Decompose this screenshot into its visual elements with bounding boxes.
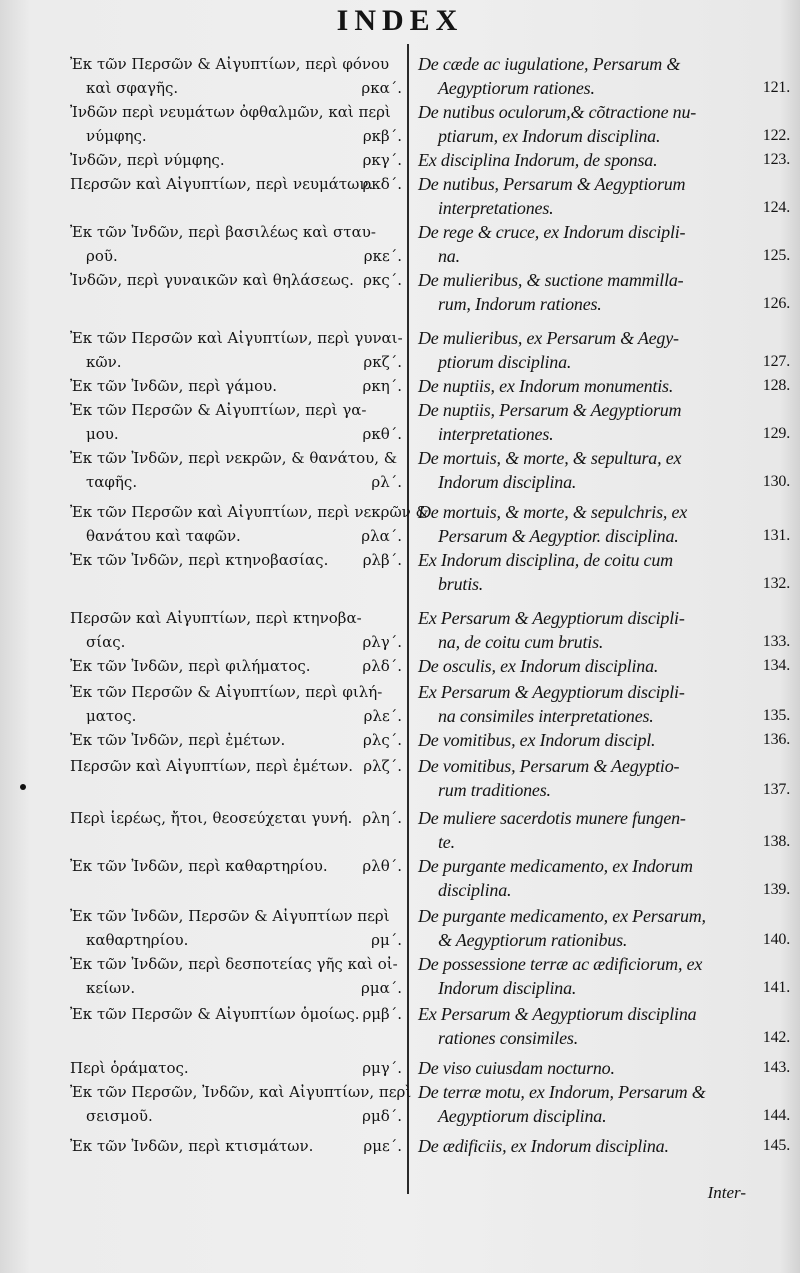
greek-entry [70, 268, 402, 292]
latin-entry-line [418, 1134, 790, 1158]
latin-entry-line [418, 952, 790, 976]
greek-entry-text: θανάτου καὶ ταφῶν. [86, 527, 241, 545]
latin-entry-line [418, 928, 790, 952]
greek-entry-line [70, 1056, 402, 1080]
greek-entry [70, 1134, 402, 1158]
latin-entry-text: De mortuis, & morte, & sepulchris, ex [418, 502, 688, 522]
greek-page-number: ρκβ΄. [362, 127, 402, 145]
latin-entry-line [418, 268, 790, 292]
latin-entry [418, 500, 790, 548]
greek-entry-text: σεισμοῦ. [86, 1107, 153, 1125]
latin-entry-text: na consimiles interpretationes. [438, 706, 654, 726]
greek-entry-line [70, 244, 402, 268]
greek-entry-line [70, 754, 402, 778]
greek-entry-text: Ἐκ τῶν Ἰνδῶν, περὶ γάμου. [70, 377, 278, 395]
latin-entry-text: De purgante medicamento, ex Persarum, [418, 906, 706, 926]
greek-entry-line [70, 268, 402, 292]
greek-entry-line [70, 1104, 402, 1128]
latin-entry-text: Indorum disciplina. [438, 472, 577, 492]
greek-entry-line [70, 100, 402, 124]
greek-entry-line [70, 1134, 402, 1158]
latin-entry-line [418, 244, 790, 268]
latin-entry-line [418, 878, 790, 902]
greek-entry [70, 754, 402, 778]
greek-entry-text: Ἐκ τῶν Ἰνδῶν, περὶ καθαρτηρίου. [70, 857, 328, 875]
greek-entry [70, 52, 402, 100]
latin-entry-text: rum traditiones. [438, 780, 551, 800]
latin-entry-text: De terræ motu, ex Indorum, Persarum & [418, 1082, 706, 1102]
latin-entry [418, 1056, 790, 1080]
latin-entry [418, 374, 790, 398]
latin-entry-text: Indorum disciplina. [438, 978, 577, 998]
latin-entry-text: De purgante medicamento, ex Indorum [418, 856, 693, 876]
greek-entry [70, 326, 402, 374]
greek-entry [70, 100, 402, 148]
greek-entry-text: Ἐκ τῶν Ἰνδῶν, περὶ ἐμέτων. [70, 731, 286, 749]
greek-entry-text: Ἐκ τῶν Ἰνδῶν, περὶ κτηνοβασίας. [70, 551, 329, 569]
latin-page-number: 123. [762, 151, 790, 168]
latin-page-number: 144. [762, 1107, 790, 1124]
latin-entry [418, 446, 790, 494]
greek-entry-line [70, 904, 402, 928]
greek-entry-line [70, 976, 402, 1000]
greek-entry [70, 500, 429, 548]
latin-entry-line [418, 572, 790, 596]
greek-entry-text: Ἐκ τῶν Ἰνδῶν, περὶ βασιλέως καὶ σταυ- [70, 223, 376, 241]
latin-entry-text: De rege & cruce, ex Indorum discipli- [418, 222, 686, 242]
latin-entry-line [418, 728, 790, 752]
latin-page-number: 124. [762, 199, 790, 216]
column-divider [407, 44, 409, 1194]
greek-entry [70, 446, 402, 494]
latin-entry [418, 728, 790, 752]
latin-entry-text: ptiorum disciplina. [438, 352, 572, 372]
latin-page-number: 132. [762, 575, 790, 592]
latin-entry [418, 1002, 790, 1050]
greek-entry-text: Ἰνδῶν, περὶ γυναικῶν καὶ θηλάσεως. [70, 271, 354, 289]
latin-entry-text: ptiarum, ex Indorum disciplina. [438, 126, 661, 146]
greek-entry-line [70, 446, 402, 470]
greek-entry [70, 398, 402, 446]
latin-entry-line [418, 680, 790, 704]
greek-entry-line [70, 606, 402, 630]
greek-page-number: ρκα΄. [361, 79, 402, 97]
latin-page-number: 127. [762, 353, 790, 370]
latin-entry-line [418, 704, 790, 728]
latin-entry-line [418, 1026, 790, 1050]
greek-page-number: ρλα΄. [361, 527, 402, 545]
greek-entry-line [70, 952, 402, 976]
greek-page-number: ρμβ΄. [362, 1005, 402, 1023]
greek-entry [70, 606, 402, 654]
greek-entry-text: καὶ σφαγῆς. [86, 79, 179, 97]
latin-entry-line [418, 292, 790, 316]
latin-entry-text: Aegyptiorum disciplina. [438, 1106, 607, 1126]
greek-entry [70, 548, 402, 572]
greek-entry-line [70, 806, 402, 830]
latin-page-number: 136. [762, 731, 790, 748]
latin-page-number: 122. [762, 127, 790, 144]
latin-entry-line [418, 326, 790, 350]
greek-entry-text: ταφῆς. [86, 473, 138, 491]
greek-page-number: ρλθ΄. [362, 857, 402, 875]
latin-entry-line [418, 350, 790, 374]
latin-entry [418, 52, 790, 100]
greek-entry-line [70, 1080, 412, 1104]
greek-entry-line [70, 76, 402, 100]
greek-entry [70, 172, 402, 196]
page-header: INDEX [336, 4, 464, 37]
latin-entry-text: De possessione terræ ac ædificiorum, ex [418, 954, 703, 974]
latin-entry-text: Ex Persarum & Aegyptiorum discipli- [418, 608, 685, 628]
latin-entry-text: De vomitibus, ex Indorum discipl. [418, 730, 656, 750]
latin-entry-line [418, 470, 790, 494]
latin-entry-text: Aegyptiorum rationes. [438, 78, 595, 98]
latin-entry-text: Ex disciplina Indorum, de sponsa. [418, 150, 658, 170]
latin-entry-text: Ex Persarum & Aegyptiorum discipli- [418, 682, 685, 702]
greek-entry-text: Περσῶν καὶ Αἰγυπτίων, περὶ ἐμέτων. [70, 757, 353, 775]
greek-entry-text: Ἐκ τῶν Ἰνδῶν, περὶ δεσποτείας γῆς καὶ οἰ- [70, 955, 398, 973]
greek-entry [70, 680, 402, 728]
greek-entry-line [70, 1002, 402, 1026]
latin-entry [418, 220, 790, 268]
latin-entry-line [418, 1056, 790, 1080]
greek-entry-text: κῶν. [86, 353, 122, 371]
latin-entry [418, 654, 790, 678]
greek-entry [70, 1002, 402, 1026]
greek-entry-text: Ἐκ τῶν Περσῶν καὶ Αἰγυπτίων, περὶ νεκρῶν & [70, 503, 429, 521]
greek-entry-line [70, 52, 402, 76]
latin-entry-line [418, 1080, 790, 1104]
latin-entry [418, 1134, 790, 1158]
latin-entry [418, 854, 790, 902]
latin-entry-text: De nutibus oculorum,& cõtractione nu- [418, 102, 697, 122]
latin-entry-text: Persarum & Aegyptior. disciplina. [438, 526, 679, 546]
latin-entry [418, 172, 790, 220]
greek-entry-line [70, 548, 402, 572]
greek-page-number: ρλς΄. [363, 731, 402, 749]
latin-entry [418, 398, 790, 446]
latin-page-number: 143. [762, 1059, 790, 1076]
latin-entry-line [418, 854, 790, 878]
latin-entry-line [418, 1104, 790, 1128]
ink-spot [20, 784, 26, 790]
greek-page-number: ρμα΄. [361, 979, 402, 997]
latin-entry-text: rationes consimiles. [438, 1028, 578, 1048]
latin-entry-text: De mulieribus, ex Persarum & Aegy- [418, 328, 679, 348]
greek-entry-text: Ἐκ τῶν Περσῶν & Αἰγυπτίων, περὶ φιλή- [70, 683, 383, 701]
latin-page-number: 121. [762, 79, 790, 96]
latin-page-number: 141. [762, 979, 790, 996]
greek-entry-text: σίας. [86, 633, 126, 651]
greek-page-number: ρμδ΄. [362, 1107, 402, 1125]
greek-page-number: ρκε΄. [363, 247, 402, 265]
latin-entry-line [418, 446, 790, 470]
latin-entry-line [418, 220, 790, 244]
latin-entry-text: De nuptiis, Persarum & Aegyptiorum [418, 400, 682, 420]
greek-entry-line [70, 422, 402, 446]
latin-entry-line [418, 398, 790, 422]
greek-entry-line [70, 148, 402, 172]
greek-entry [70, 904, 402, 952]
greek-entry [70, 374, 402, 398]
latin-page-number: 140. [762, 931, 790, 948]
greek-entry-line [70, 220, 402, 244]
greek-entry [70, 952, 402, 1000]
greek-entry-text: Περσῶν καὶ Αἰγυπτίων, περὶ νευμάτων. [70, 175, 374, 193]
greek-page-number: ρμ΄. [371, 931, 402, 949]
greek-entry [70, 854, 402, 878]
latin-entry-text: De nuptiis, ex Indorum monumentis. [418, 376, 674, 396]
greek-entry-text: καθαρτηρίου. [86, 931, 189, 949]
greek-entry-line [70, 172, 402, 196]
greek-entry-line [70, 654, 402, 678]
latin-entry-line [418, 806, 790, 830]
greek-entry-line [70, 124, 402, 148]
greek-page-number: ρκδ΄. [362, 175, 402, 193]
greek-page-number: ρλε΄. [363, 707, 402, 725]
latin-entry-line [418, 630, 790, 654]
greek-entry [70, 654, 402, 678]
latin-entry-line [418, 100, 790, 124]
latin-entry [418, 326, 790, 374]
greek-entry-text: Ἐκ τῶν Περσῶν & Αἰγυπτίων, περὶ φόνου [70, 55, 390, 73]
greek-page-number: ρλη΄. [362, 809, 402, 827]
latin-entry-text: De mortuis, & morte, & sepultura, ex [418, 448, 682, 468]
latin-entry-text: Ex Indorum disciplina, de coitu cum [418, 550, 673, 570]
latin-page-number: 145. [762, 1137, 790, 1154]
greek-entry-text: Ἐκ τῶν Ἰνδῶν, Περσῶν & Αἰγυπτίων περὶ [70, 907, 390, 925]
greek-entry-line [70, 398, 402, 422]
greek-page-number: ρκζ΄. [363, 353, 402, 371]
latin-entry [418, 100, 790, 148]
greek-entry [70, 806, 402, 830]
greek-entry [70, 220, 402, 268]
latin-entry [418, 904, 790, 952]
greek-page-number: ρλ΄. [371, 473, 402, 491]
latin-entry-text: De viso cuiusdam nocturno. [418, 1058, 615, 1078]
latin-entry-line [418, 830, 790, 854]
latin-page-number: 128. [762, 377, 790, 394]
greek-entry-text: Ἐκ τῶν Περσῶν, Ἰνδῶν, καὶ Αἰγυπτίων, περὶ [70, 1083, 412, 1101]
latin-entry-line [418, 76, 790, 100]
greek-page-number: ρλβ΄. [362, 551, 402, 569]
latin-entry-line [418, 172, 790, 196]
latin-page-number: 138. [762, 833, 790, 850]
greek-page-number: ρμγ΄. [362, 1059, 402, 1077]
greek-entry [70, 1080, 412, 1128]
latin-entry-line [418, 52, 790, 76]
greek-page-number: ρλδ΄. [362, 657, 402, 675]
latin-entry-line [418, 374, 790, 398]
latin-page-number: 130. [762, 473, 790, 490]
latin-entry-text: te. [438, 832, 455, 852]
greek-entry-text: Περσῶν καὶ Αἰγυπτίων, περὶ κτηνοβα- [70, 609, 362, 627]
latin-entry-text: De cæde ac iugulatione, Persarum & [418, 54, 681, 74]
latin-page-number: 142. [762, 1029, 790, 1046]
latin-entry-line [418, 124, 790, 148]
greek-entry-text: Ἐκ τῶν Περσῶν & Αἰγυπτίων, περὶ γα- [70, 401, 367, 419]
greek-entry-text: Ἐκ τῶν Ἰνδῶν, περὶ κτισμάτων. [70, 1137, 314, 1155]
catchword: Inter- [707, 1183, 746, 1202]
latin-entry-text: disciplina. [438, 880, 512, 900]
greek-entry [70, 728, 402, 752]
latin-page-number: 125. [762, 247, 790, 264]
latin-entry-text: De muliere sacerdotis munere fungen- [418, 808, 686, 828]
greek-entry-line [70, 928, 402, 952]
latin-page-number: 139. [762, 881, 790, 898]
latin-page-number: 129. [762, 425, 790, 442]
greek-entry-text: Ἐκ τῶν Ἰνδῶν, περὶ νεκρῶν, & θανάτου, & [70, 449, 398, 467]
latin-page-number: 137. [762, 781, 790, 798]
greek-entry-text: νύμφης. [86, 127, 147, 145]
latin-entry-line [418, 778, 790, 802]
greek-entry [70, 1056, 402, 1080]
greek-entry-text: Ἐκ τῶν Περσῶν καὶ Αἰγυπτίων, περὶ γυναι- [70, 329, 403, 347]
latin-page-number: 133. [762, 633, 790, 650]
latin-page-number: 135. [762, 707, 790, 724]
latin-entry-line [418, 904, 790, 928]
latin-entry-text: De ædificiis, ex Indorum disciplina. [418, 1136, 669, 1156]
greek-entry-line [70, 728, 402, 752]
latin-page-number: 126. [762, 295, 790, 312]
greek-page-number: ρκθ΄. [362, 425, 402, 443]
latin-entry-line [418, 196, 790, 220]
greek-entry-text: Ἐκ τῶν Ἰνδῶν, περὶ φιλήματος. [70, 657, 311, 675]
latin-entry-text: brutis. [438, 574, 484, 594]
latin-entry [418, 268, 790, 316]
latin-entry [418, 606, 790, 654]
latin-entry-text: interpretationes. [438, 424, 554, 444]
greek-entry-line [70, 630, 402, 654]
latin-entry-line [418, 606, 790, 630]
latin-entry-text: De mulieribus, & suctione mammilla- [418, 270, 684, 290]
greek-entry-line [70, 350, 402, 374]
latin-entry-text: interpretationes. [438, 198, 554, 218]
greek-entry-text: Περὶ ἱερέως, ἤτοι, θεοσεύχεται γυνή. [70, 809, 353, 827]
latin-entry-line [418, 654, 790, 678]
latin-entry [418, 1080, 790, 1128]
latin-entry-line [418, 148, 790, 172]
latin-entry [418, 754, 790, 802]
greek-entry-line [70, 374, 402, 398]
latin-page-number: 131. [762, 527, 790, 544]
latin-entry-line [418, 548, 790, 572]
greek-entry-text: Ἐκ τῶν Περσῶν & Αἰγυπτίων ὁμοίως. [70, 1005, 360, 1023]
greek-entry-text: Ἰνδῶν περὶ νευμάτων ὀφθαλμῶν, καὶ περὶ [70, 103, 391, 121]
latin-entry [418, 806, 790, 854]
greek-entry-line [70, 704, 402, 728]
greek-entry-text: Περὶ ὁράματος. [70, 1059, 189, 1077]
greek-page-number: ρλγ΄. [362, 633, 402, 651]
latin-entry-line [418, 524, 790, 548]
latin-entry-text: na. [438, 246, 460, 266]
latin-entry-text: rum, Indorum rationes. [438, 294, 602, 314]
latin-entry-line [418, 500, 790, 524]
greek-page-number: ρμε΄. [363, 1137, 402, 1155]
latin-entry [418, 952, 790, 1000]
greek-entry-line [70, 854, 402, 878]
latin-entry-text: De vomitibus, Persarum & Aegyptio- [418, 756, 680, 776]
latin-entry [418, 680, 790, 728]
latin-entry-text: & Aegyptiorum rationibus. [438, 930, 628, 950]
latin-entry-line [418, 754, 790, 778]
greek-entry-text: κείων. [86, 979, 136, 997]
greek-entry [70, 148, 402, 172]
latin-entry-text: De osculis, ex Indorum disciplina. [418, 656, 659, 676]
greek-entry-text: ροῦ. [86, 247, 118, 265]
greek-page-number: ρκς΄. [363, 271, 402, 289]
greek-entry-text: Ἰνδῶν, περὶ νύμφης. [70, 151, 225, 169]
latin-entry-line [418, 1002, 790, 1026]
greek-entry-line [70, 680, 402, 704]
latin-page-number: 134. [762, 657, 790, 674]
greek-page-number: ρκη΄. [362, 377, 402, 395]
greek-page-number: ρλζ΄. [363, 757, 402, 775]
latin-entry-text: De nutibus, Persarum & Aegyptiorum [418, 174, 686, 194]
latin-entry-line [418, 422, 790, 446]
greek-page-number: ρκγ΄. [362, 151, 402, 169]
greek-entry-line [70, 326, 402, 350]
latin-entry-text: na, de coitu cum brutis. [438, 632, 604, 652]
greek-entry-text: ματος. [86, 707, 137, 725]
latin-entry [418, 548, 790, 596]
latin-entry [418, 148, 790, 172]
latin-entry-line [418, 976, 790, 1000]
greek-entry-line [70, 470, 402, 494]
greek-entry-text: μου. [86, 425, 119, 443]
latin-entry-text: Ex Persarum & Aegyptiorum disciplina [418, 1004, 697, 1024]
greek-entry-line [70, 524, 402, 548]
greek-entry-line [70, 500, 429, 524]
